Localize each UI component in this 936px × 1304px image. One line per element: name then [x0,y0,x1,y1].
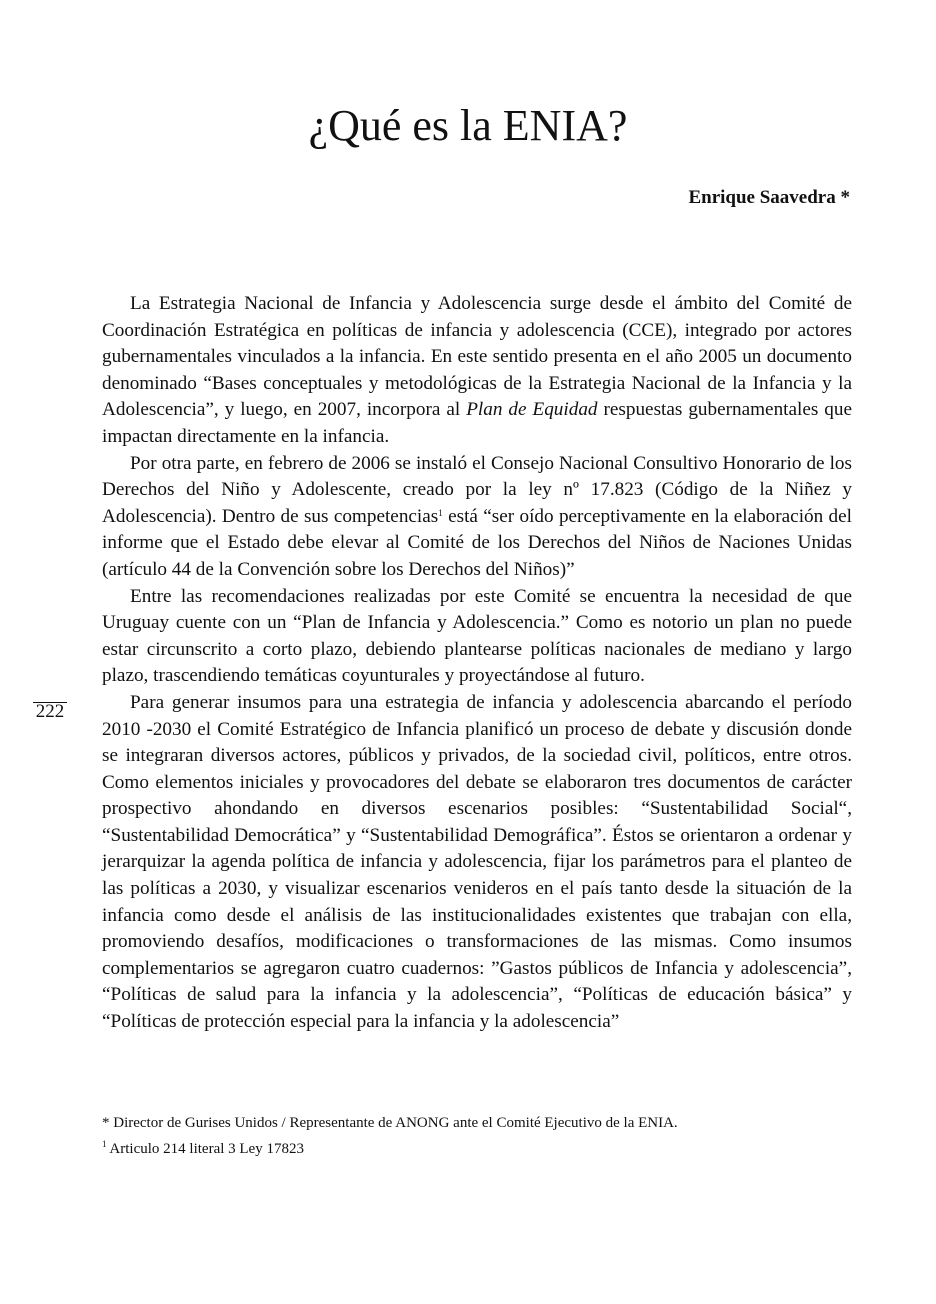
footnote-1 [102,1136,862,1162]
author-line: Enrique Saavedra * [688,187,850,208]
article-body [102,291,852,1036]
paragraph-3: Entre las recomendaciones realizadas por este Comité se encuentra la necesidad de que Uruguay cuente con un “Plan de Infancia y Adolescencia.” Como es notorio un plan no puede estar circunscrito a corto plazo, debiendo plantearse políticas nacionales de mediano y largo plazo, trascendiendo temáticas coyunturales y proyectándose al futuro. [102,585,852,687]
footnote-1-text: Articulo 214 literal 3 Ley 17823 [106,1141,304,1157]
footnotes [102,1110,862,1162]
paragraph-2 [102,451,852,584]
page-number: 222 [35,701,65,722]
footnote-author: * Director de Gurises Unidos / Representante de ANONG ante el Comité Ejecutivo de la ENIA. [102,1115,678,1131]
page-title: ¿Qué es la ENIA? [308,101,628,150]
paragraph-2-text-before: Por otra parte, en febrero de 2006 se instaló el Consejo Nacional Consultivo Honorario de los Derechos del Niño y Adolescente, creado por la ley nº 17.823 (Código de la Niñez y Adolescencia). Dentro de sus competencias [102,452,852,527]
footnote-1-mark: 1 [102,1139,107,1149]
paragraph-1-italic: Plan de Equidad [466,399,598,421]
footnote-reference-1: 1 [438,507,443,518]
paragraph-2-text-after: está “ser oído perceptivamente en la elaboración del informe que el Estado debe elevar al Comité de los Derechos del Niños de Naciones Unidas (artículo 44 de la Convención sobre los Derechos del Niños)” [102,505,852,580]
paragraph-4: Para generar insumos para una estrategia de infancia y adolescencia abarcando el período 2010 -2030 el Comité Estratégico de Infancia planificó un proceso de debate y discusión donde se integraran diversos actores, públicos y privados, de la sociedad civil, políticos, entre otros. Como elementos iniciales y provocadores del debate se elaboraron tres documentos de carácter prospectivo ahondando en diversos escenarios posibles: “Sustentabilidad Social“, “Sustentabilidad Democrática” y “Sustentabilidad Demográfica”. Éstos se orientaron a ordenar y jerarquizar la agenda política de infancia y adolescencia, fijar los parámetros para el planteo de las políticas a 2030, y visualizar escenarios venideros en el país tanto desde la situación de la infancia como desde el análisis de las institucionalidades existentes que trabajan con ella, promoviendo desafíos, modificaciones o transformaciones de las mismas. Como insumos complementarios se agregaron cuatro cuadernos: ”Gastos públicos de Infancia y adolescencia”, “Políticas de salud para la infancia y la adolescencia”, “Políticas de educación básica” y “Políticas de protección especial para la infancia y la adolescencia” [102,691,852,1033]
paragraph-1-text: La Estrategia Nacional de Infancia y Adolescencia surge desde el ámbito del Comité de Coordinación Estratégica en políticas de infancia y adolescencia (CCE), integrado por actores gubernamentales vinculados a la infancia. En este sentido presenta en el año 2005 un documento denominado “Bases conceptuales y metodológicas de la Estrategia Nacional de la Infancia y la Adolescencia”, y luego, en 2007, incorpora al [102,293,852,421]
paragraph-1 [102,291,852,451]
paragraph-1-text-after: respuestas gubernamentales que impactan directamente en la infancia. [102,399,853,447]
